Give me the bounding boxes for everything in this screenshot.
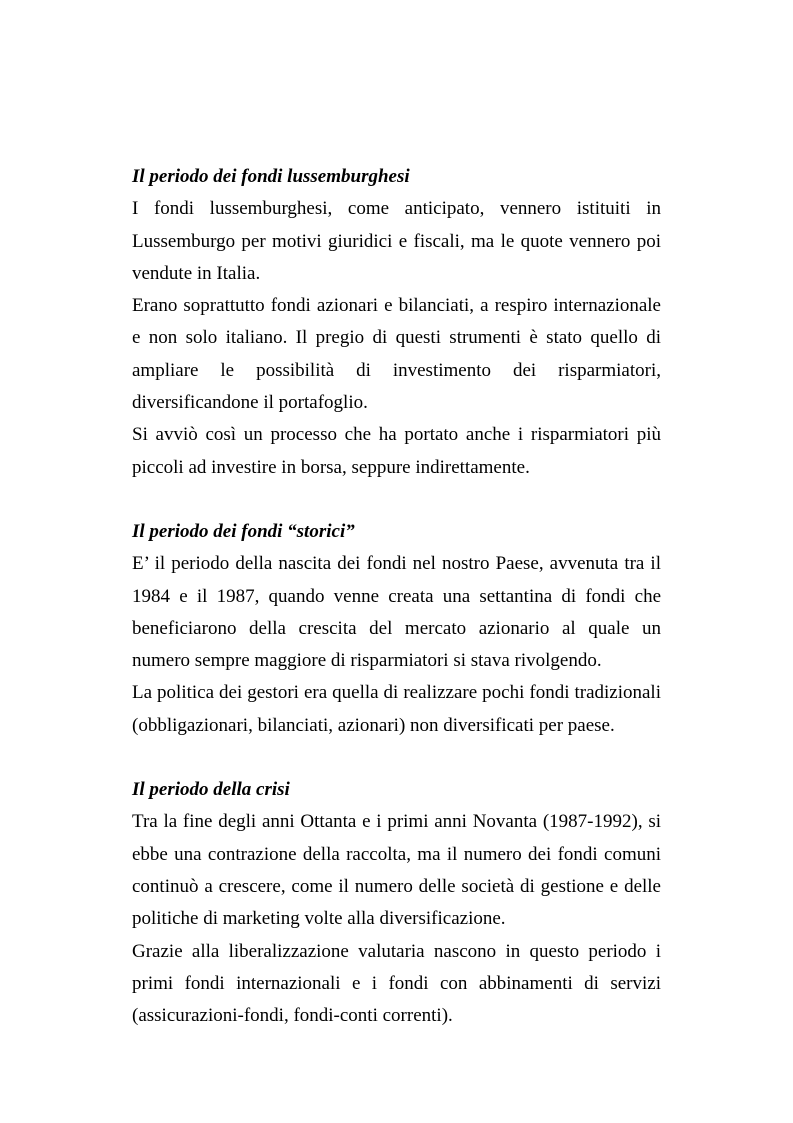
paragraph: Si avviò così un processo che ha portato anche i risparmiatori più piccoli ad investire in borsa, seppure indirettamente. (132, 424, 661, 478)
paragraph: Erano soprattutto fondi azionari e bilanciati, a respiro internazionale e non solo italiano. Il pregio di questi strumenti è stato quello di ampliare le possibilità di investimento dei risparmiatori, diversificandone il portafoglio. (132, 295, 661, 414)
paragraph: Tra la fine degli anni Ottanta e i primi anni Novanta (1987-1992), si ebbe una contrazione della raccolta, ma il numero dei fondi comuni continuò a crescere, come il numero delle società di gestione e delle politiche di marketing volte alla diversificazione. (132, 811, 661, 930)
paragraph: La politica dei gestori era quella di realizzare pochi fondi tradizionali (obbligazionari, bilanciati, azionari) non diversificati per paese. (132, 682, 661, 736)
section-heading: Il periodo della crisi (132, 779, 290, 801)
paragraph: Grazie alla liberalizzazione valutaria nascono in questo periodo i primi fondi internazionali e i fondi con abbinamenti di servizi (assicurazioni-fondi, fondi-conti correnti). (132, 940, 661, 1027)
section-crisi (132, 774, 661, 1032)
paragraph: E’ il periodo della nascita dei fondi nel nostro Paese, avvenuta tra il 1984 e il 1987, quando venne creata una settantina di fondi che beneficiarono della crescita del mercato azionario al quale un numero sempre maggiore di risparmiatori si stava rivolgendo. (132, 553, 661, 672)
document-page (132, 161, 661, 1032)
section-heading: Il periodo dei fondi lussemburghesi (132, 166, 410, 187)
section-fondi-storici (132, 516, 661, 742)
section-fondi-lussemburghesi (132, 161, 661, 484)
section-heading: Il periodo dei fondi “storici” (132, 520, 355, 542)
paragraph: I fondi lussemburghesi, come anticipato, vennero istituiti in Lussemburgo per motivi giuridici e fiscali, ma le quote vennero poi vendute in Italia. (132, 198, 661, 284)
